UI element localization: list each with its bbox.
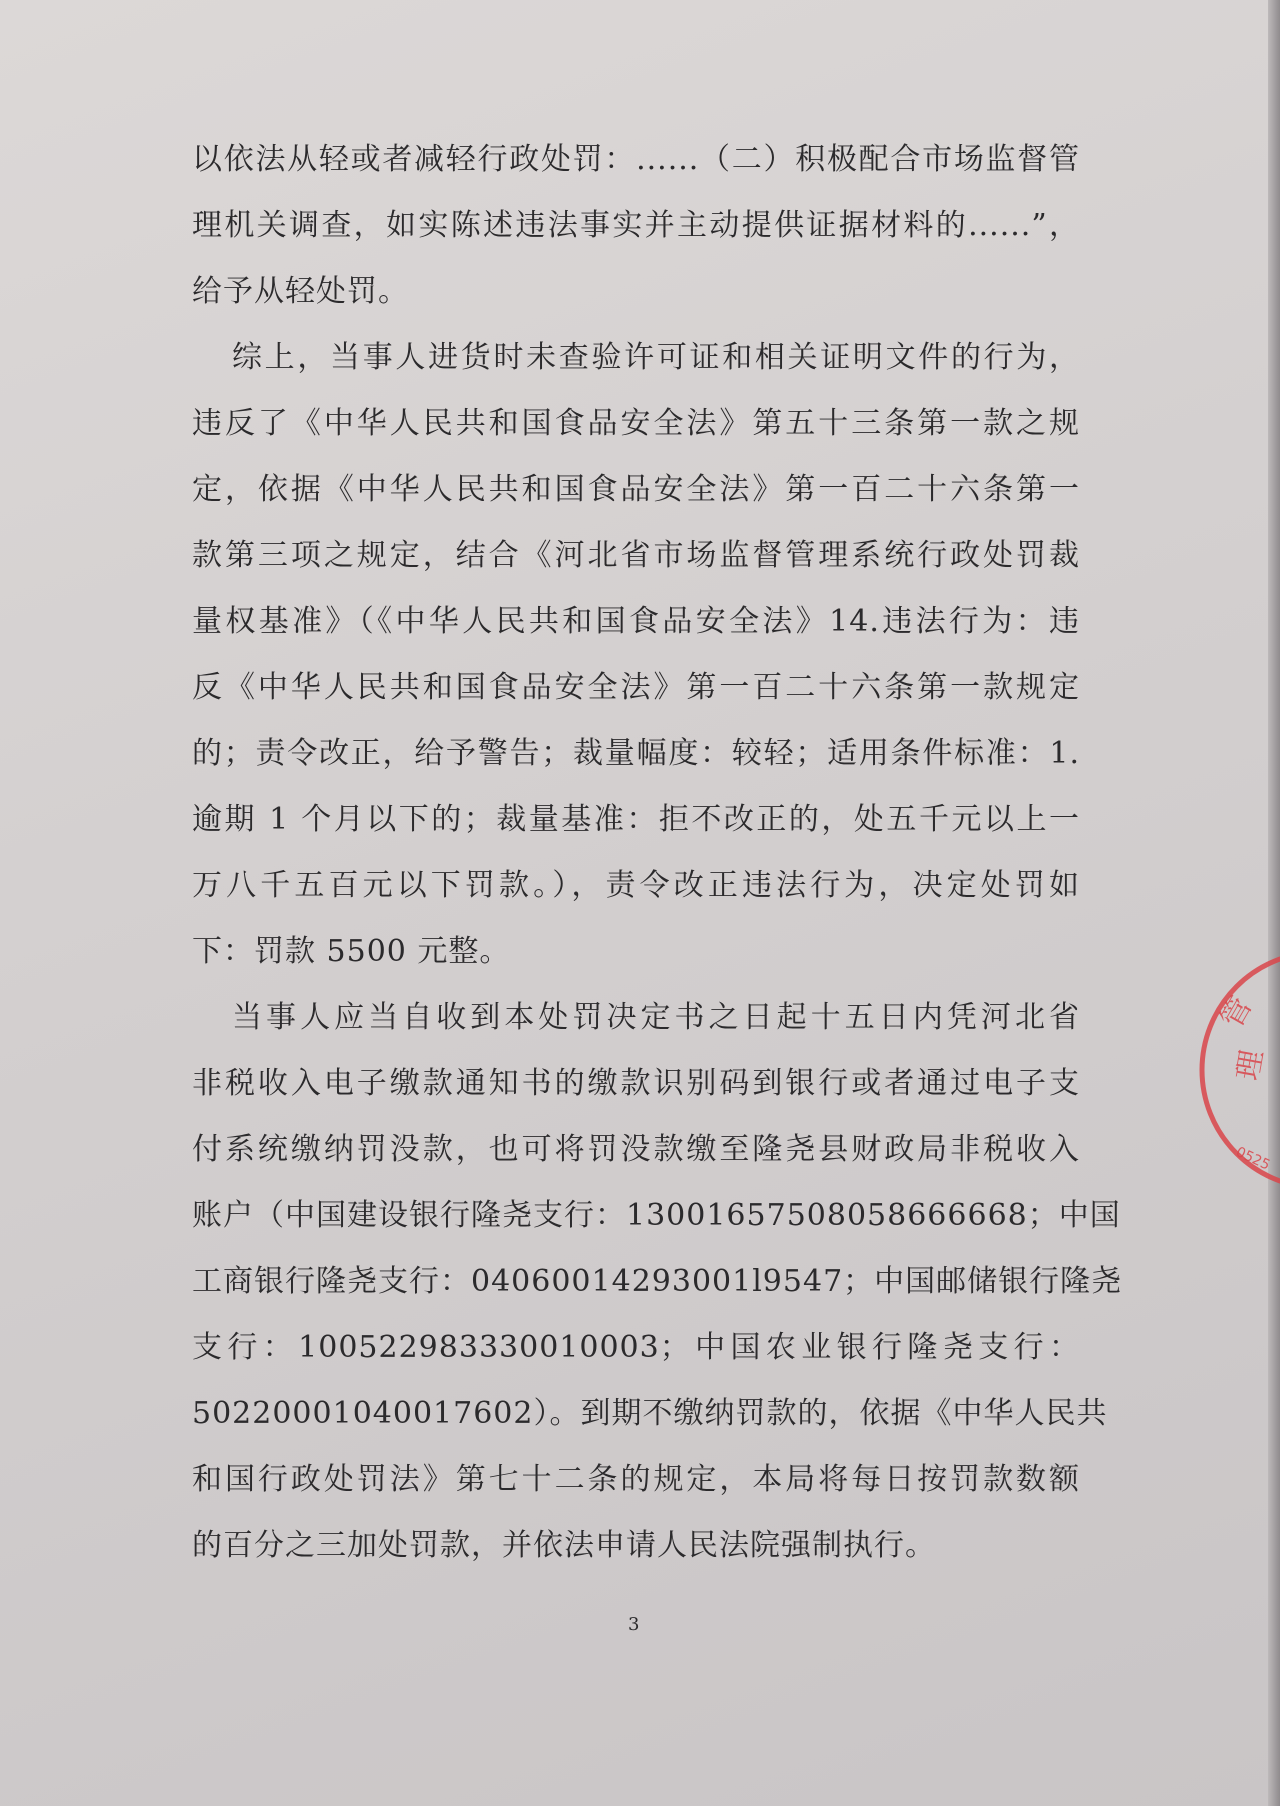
text-line: 非税收入电子缴款通知书的缴款识别码到银行或者通过电子支 [192, 1066, 1080, 1101]
svg-text:管: 管 [1214, 990, 1260, 1035]
text-line: 量权基准》（《中华人民共和国食品安全法》14.违法行为：违 [192, 604, 1080, 639]
official-seal-stamp [1195, 945, 1280, 1195]
text-line: 工商银行隆尧支行：04060014293001l9547；中国邮储银行隆尧 [192, 1264, 1123, 1299]
text-line: 50220001040017602）。到期不缴纳罚款的，依据《中华人民共 [192, 1396, 1108, 1431]
text-line: 理机关调查，如实陈述违法事实并主动提供证据材料的......”， [192, 208, 1080, 243]
text-line: 的百分之三加处罚款，并依法申请人民法院强制执行。 [192, 1528, 936, 1563]
text-line: 账户（中国建设银行隆尧支行：13001657508058666668；中国 [192, 1198, 1121, 1233]
text-line: 支行：100522983330010003；中国农业银行隆尧支行： [192, 1330, 1080, 1365]
svg-text:0525: 0525 [1233, 1144, 1273, 1174]
text-line: 逾期 1 个月以下的；裁量基准：拒不改正的，处五千元以上一 [192, 802, 1080, 837]
text-line: 付系统缴纳罚没款，也可将罚没款缴至隆尧县财政局非税收入 [192, 1132, 1080, 1167]
page-number: 3 [628, 1614, 640, 1635]
text-line: 定，依据《中华人民共和国食品安全法》第一百二十六条第一 [192, 472, 1080, 507]
text-line: 的；责令改正，给予警告；裁量幅度：较轻；适用条件标准：1. [192, 736, 1080, 771]
text-line: 当事人应当自收到本处罚决定书之日起十五日内凭河北省 [232, 1000, 1080, 1035]
text-line: 万八千五百元以下罚款。），责令改正违法行为，决定处罚如 [192, 868, 1080, 903]
text-line: 违反了《中华人民共和国食品安全法》第五十三条第一款之规 [192, 406, 1080, 441]
text-line: 和国行政处罚法》第七十二条的规定，本局将每日按罚款数额 [192, 1462, 1080, 1497]
text-line: 反《中华人民共和国食品安全法》第一百二十六条第一款规定 [192, 670, 1080, 705]
text-line: 下：罚款 5500 元整。 [192, 934, 511, 969]
text-line: 综上，当事人进货时未查验许可证和相关证明文件的行为， [232, 340, 1080, 375]
page-edge-shadow [1268, 0, 1280, 1806]
svg-text:理: 理 [1230, 1047, 1271, 1083]
text-line: 以依法从轻或者减轻行政处罚：......（二）积极配合市场监督管 [192, 142, 1080, 177]
text-line: 给予从轻处罚。 [192, 274, 409, 309]
text-line: 款第三项之规定，结合《河北省市场监督管理系统行政处罚裁 [192, 538, 1080, 573]
